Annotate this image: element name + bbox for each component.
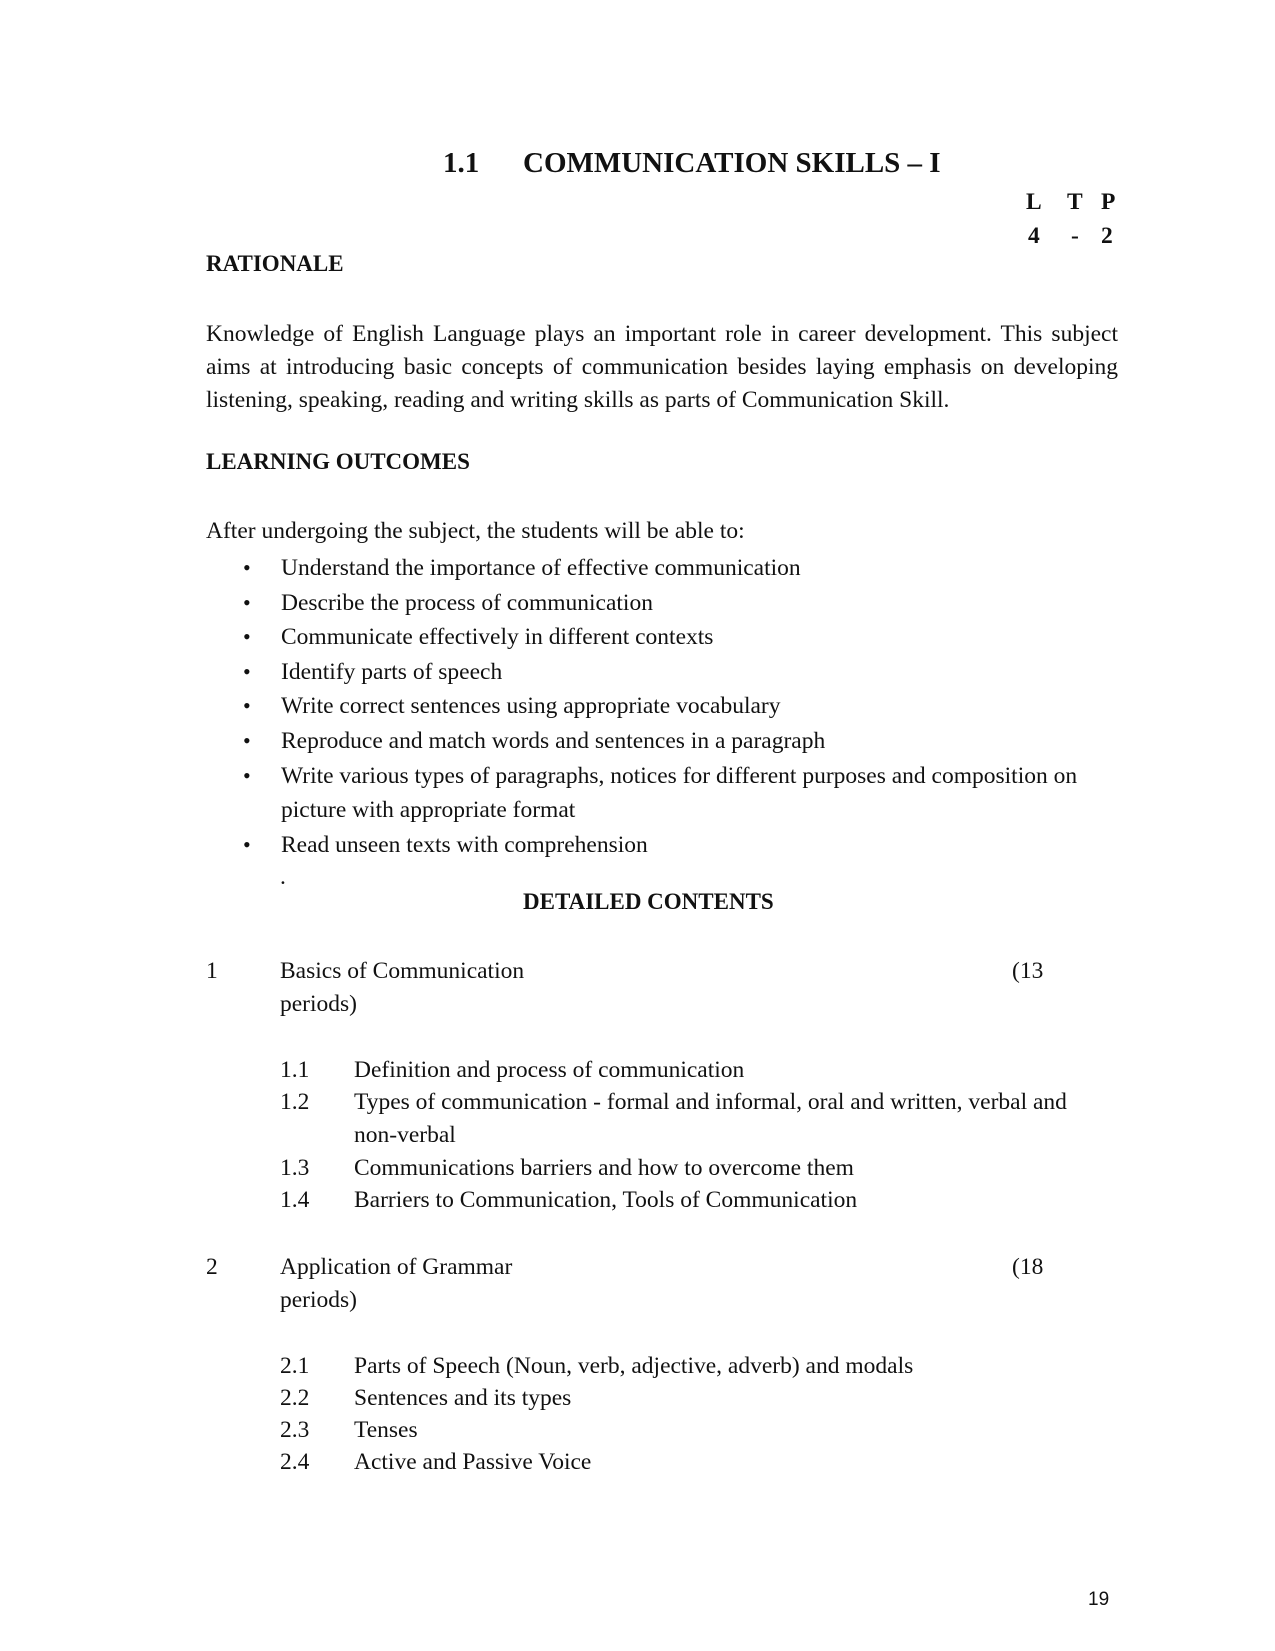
rationale-text: Knowledge of English Language plays an important role in career development. This subject aims at introducing basic concepts of communication besides laying emphasis on developing listening, speaking, reading and writing skills as parts of Communication Skill. xyxy=(206,321,1118,413)
topic-text: Sentences and its types xyxy=(354,1385,572,1411)
topic-number: 2.3 xyxy=(280,1417,310,1443)
topic-text-continued: non-verbal xyxy=(354,1122,456,1148)
topic-text: Definition and process of communication xyxy=(354,1057,745,1083)
list-item: • Read unseen texts with comprehension xyxy=(206,828,1121,863)
topic-text: Types of communication - formal and informal, oral and written, verbal and xyxy=(354,1089,1067,1115)
list-item: • Understand the importance of effective communication xyxy=(206,551,1121,586)
page-number: 19 xyxy=(1088,1589,1110,1610)
topic-text: Barriers to Communication, Tools of Communication xyxy=(354,1187,858,1213)
unit-periods-close: periods) xyxy=(280,991,358,1017)
list-item: • Write correct sentences using appropriate vocabulary xyxy=(206,689,1121,724)
unit-periods-close: periods) xyxy=(280,1287,358,1313)
learning-outcomes-heading: LEARNING OUTCOMES xyxy=(206,449,470,474)
topic-number: 2.4 xyxy=(280,1449,310,1475)
unit-number: 1 xyxy=(206,958,218,984)
page-title: COMMUNICATION SKILLS – I xyxy=(523,147,941,179)
learning-outcomes-intro: After undergoing the subject, the students will be able to: xyxy=(206,518,745,544)
unit-periods-open: (13 xyxy=(1012,958,1044,984)
unit-title: Application of Grammar xyxy=(280,1254,513,1280)
topic-number: 1.4 xyxy=(280,1187,310,1213)
topic-number: 1.2 xyxy=(280,1089,310,1115)
list-item: • Communicate effectively in different contexts xyxy=(206,620,1121,655)
unit-title: Basics of Communication xyxy=(280,958,525,984)
topic-text: Active and Passive Voice xyxy=(354,1449,592,1475)
ltp-l-value: 4 xyxy=(1028,223,1040,249)
ltp-p-label: P xyxy=(1101,189,1116,215)
ltp-l-label: L xyxy=(1026,189,1042,215)
ltp-p-value: 2 xyxy=(1101,223,1113,249)
topic-number: 1.3 xyxy=(280,1155,310,1181)
topic-number: 2.2 xyxy=(280,1385,310,1411)
ltp-t-label: T xyxy=(1067,189,1083,215)
learning-outcomes-list xyxy=(206,551,1121,862)
topic-number: 2.1 xyxy=(280,1353,310,1379)
section-number: 1.1 xyxy=(443,147,480,179)
list-item: • Reproduce and match words and sentences in a paragraph xyxy=(206,724,1121,759)
trailing-dot: . xyxy=(280,864,286,890)
list-item: • Describe the process of communication xyxy=(206,586,1121,621)
topic-text: Communications barriers and how to overcome them xyxy=(354,1155,854,1181)
unit-number: 2 xyxy=(206,1254,218,1280)
unit-periods-open: (18 xyxy=(1012,1254,1044,1280)
list-item: • Write various types of paragraphs, notices for different purposes and composition on picture with appropriate format xyxy=(206,759,1096,828)
detailed-contents-heading: DETAILED CONTENTS xyxy=(523,889,774,914)
topic-text: Tenses xyxy=(354,1417,418,1443)
list-item: • Identify parts of speech xyxy=(206,655,1121,690)
topic-text: Parts of Speech (Noun, verb, adjective, adverb) and modals xyxy=(354,1353,914,1379)
topic-number: 1.1 xyxy=(280,1057,310,1083)
rationale-heading: RATIONALE xyxy=(206,251,344,276)
ltp-t-value: - xyxy=(1071,223,1079,249)
